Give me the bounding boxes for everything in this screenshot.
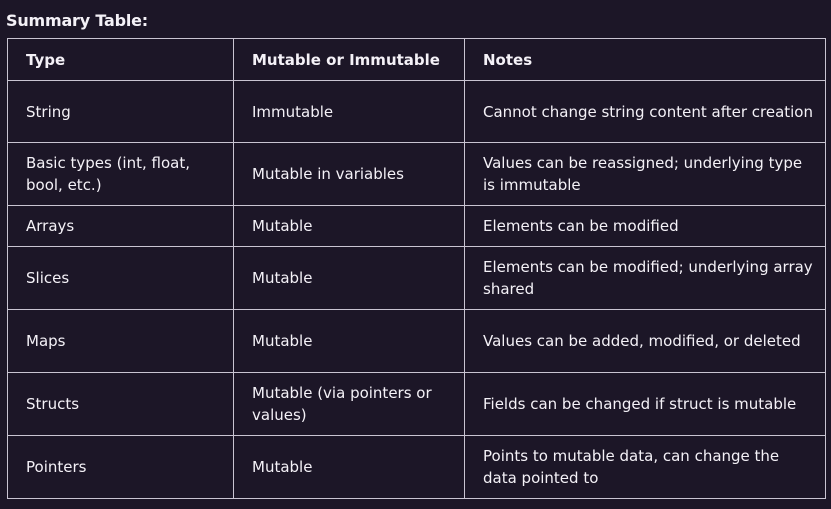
cell-notes: Points to mutable data, can change the data pointed to — [465, 436, 826, 499]
cell-notes: Elements can be modified — [465, 206, 826, 247]
cell-mutability: Immutable — [234, 81, 465, 143]
table-row — [8, 436, 826, 499]
header-notes: Notes — [465, 39, 826, 81]
table-row — [8, 373, 826, 436]
cell-type: Basic types (int, float, bool, etc.) — [8, 143, 234, 206]
cell-mutability: Mutable — [234, 436, 465, 499]
cell-notes: Cannot change string content after creation — [465, 81, 826, 143]
table-row — [8, 143, 826, 206]
cell-type: Pointers — [8, 436, 234, 499]
header-mutability: Mutable or Immutable — [234, 39, 465, 81]
cell-type: Structs — [8, 373, 234, 436]
cell-notes: Elements can be modified; underlying array shared — [465, 247, 826, 310]
summary-table-title: Summary Table: — [6, 11, 148, 30]
table-header-row — [8, 39, 826, 81]
summary-table — [7, 38, 826, 499]
cell-type: String — [8, 81, 234, 143]
cell-mutability: Mutable — [234, 247, 465, 310]
table-row — [8, 81, 826, 143]
cell-notes: Fields can be changed if struct is mutable — [465, 373, 826, 436]
cell-mutability: Mutable — [234, 310, 465, 373]
cell-type: Arrays — [8, 206, 234, 247]
cell-notes: Values can be reassigned; underlying type is immutable — [465, 143, 826, 206]
cell-mutability: Mutable — [234, 206, 465, 247]
table-row — [8, 247, 826, 310]
table-row — [8, 310, 826, 373]
cell-mutability: Mutable (via pointers or values) — [234, 373, 465, 436]
cell-type: Maps — [8, 310, 234, 373]
cell-type: Slices — [8, 247, 234, 310]
cell-notes: Values can be added, modified, or deleted — [465, 310, 826, 373]
table-row — [8, 206, 826, 247]
header-type: Type — [8, 39, 234, 81]
cell-mutability: Mutable in variables — [234, 143, 465, 206]
